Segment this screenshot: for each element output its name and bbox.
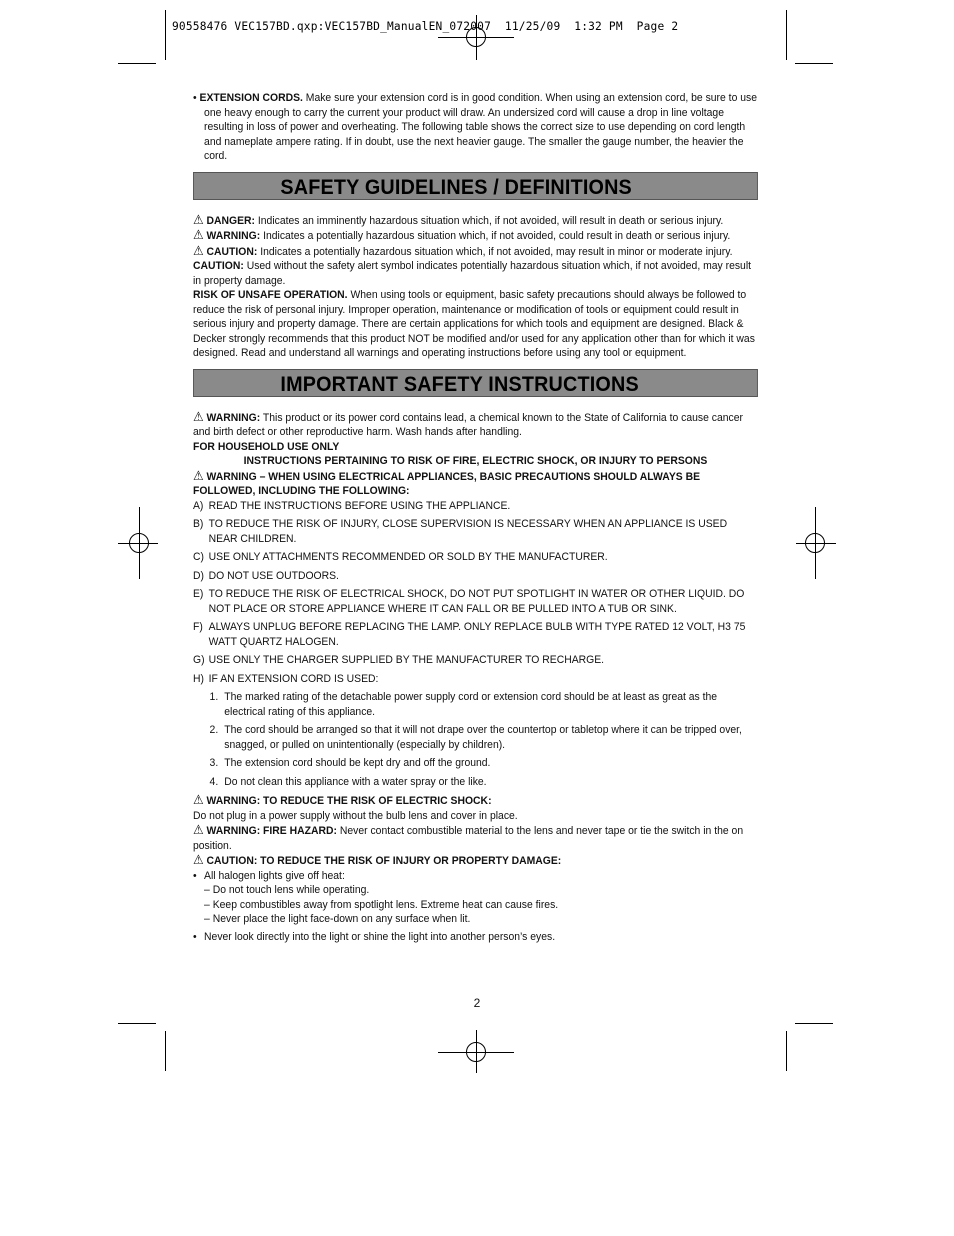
danger-label: DANGER:	[206, 214, 255, 227]
warning-label: WARNING:	[206, 230, 261, 242]
list-item: – Never place the light face-down on any surface when lit.	[204, 913, 471, 925]
section-title-safety-guidelines: SAFETY GUIDELINES / DEFINITIONS	[193, 172, 758, 200]
crop-mark	[118, 63, 156, 64]
list-item: E) TO REDUCE THE RISK OF ELECTRICAL SHOCK, DO NOT PUT SPOTLIGHT IN WATER OR OTHER LIQUID. DO NOT PLACE OR STORE APPLIANCE WHERE IT CAN FALL OR BE PULLED INTO A TUB OR SINK.	[193, 588, 745, 615]
instruction-list	[193, 499, 758, 687]
list-item: H) IF AN EXTENSION CORD IS USED:	[193, 672, 379, 685]
list-item: F) ALWAYS UNPLUG BEFORE REPLACING THE LAMP. ONLY REPLACE BULB WITH TYPE RATED 12 VOLT, H3 75 WATT QUARTZ HALOGEN.	[193, 621, 746, 648]
lead-warning-text: This product or its power cord contains lead, a chemical known to the State of California to cause cancer and birth defect or other reproductive harm. Wash hands after handling.	[193, 411, 743, 438]
print-slug: 90558476 VEC157BD.qxp:VEC157BD_ManualEN_072007 11/25/09 1:32 PM Page 2	[172, 20, 679, 33]
property-caution: ⚠ CAUTION: TO REDUCE THE RISK OF INJURY OR PROPERTY DAMAGE:	[193, 852, 562, 867]
registration-circle	[805, 533, 825, 553]
extension-cords-paragraph: • EXTENSION CORDS. Make sure your extension cord is in good condition. When using an extension cord, be sure to use one heavy enough to carry the current your product will draw. An undersized cord will cause a drop in line voltage resulting in loss of power and overheating. The following table shows the correct size to use depending on cord length and nameplate ampere rating. If in doubt, use the next heavier gauge. The smaller the gauge number, the heavier the cord.	[193, 92, 758, 162]
warning-triangle-icon: ⚠	[193, 792, 204, 807]
instructions-heading: INSTRUCTIONS PERTAINING TO RISK OF FIRE, ELECTRIC SHOCK, OR INJURY TO PERSONS	[243, 455, 708, 467]
extension-cords-label: EXTENSION CORDS.	[199, 92, 303, 104]
shock-text: Do not plug in a power supply without the bulb lens and cover in place.	[193, 809, 518, 822]
risk-unsafe-operation	[193, 288, 758, 361]
caution-label: CAUTION:	[206, 245, 258, 258]
caution-definition	[193, 244, 758, 260]
danger-text: Indicates an imminently hazardous situation which, if not avoided, will result in death or serious injury.	[257, 214, 724, 227]
list-item: • All halogen lights give off heat:	[193, 869, 345, 882]
risk-label: RISK OF UNSAFE OPERATION.	[193, 289, 348, 301]
fire-hazard-warning: ⚠ WARNING: FIRE HAZARD: Never contact combustible material to the lens and never tape or tie the switch in the on position.	[193, 822, 744, 852]
warning-definition	[193, 228, 758, 244]
warning-triangle-icon: ⚠	[193, 467, 204, 483]
list-item: D) DO NOT USE OUTDOORS.	[193, 569, 339, 582]
crop-mark	[165, 10, 166, 60]
crop-mark	[795, 1023, 833, 1024]
registration-circle	[466, 1042, 486, 1062]
crop-mark	[786, 10, 787, 60]
shock-warning: ⚠ WARNING: TO REDUCE THE RISK OF ELECTRIC SHOCK:	[193, 792, 492, 807]
precaution-warning	[193, 469, 758, 499]
warning-triangle-icon: ⚠	[193, 242, 204, 258]
caution-text: Used without the safety alert symbol indicates potentially hazardous situation which, if not avoided, may result in property damage.	[193, 260, 752, 287]
list-item: C) USE ONLY ATTACHMENTS RECOMMENDED OR SOLD BY THE MANUFACTURER.	[193, 551, 608, 563]
warning-triangle-icon: ⚠	[193, 408, 204, 424]
warning-triangle-icon: ⚠	[193, 227, 204, 242]
lead-warning	[193, 410, 758, 440]
crop-mark	[786, 1031, 787, 1071]
list-item: 1. The marked rating of the detachable power supply cord or extension cord should be at least as great as the electrical rating of this appliance.	[209, 691, 718, 718]
list-item: • Never look directly into the light or shine the light into another person’s eyes.	[193, 930, 556, 943]
lead-warning-label: WARNING:	[206, 411, 261, 424]
household-notice: FOR HOUSEHOLD USE ONLY	[193, 440, 340, 453]
registration-circle	[129, 533, 149, 553]
warning-text: Indicates a potentially hazardous situation which, if not avoided, could result in death or serious injury.	[263, 230, 731, 242]
warning-triangle-icon: ⚠	[193, 822, 204, 837]
warning-triangle-icon: ⚠	[193, 852, 204, 867]
caution-no-symbol-definition	[193, 259, 758, 288]
danger-definition	[193, 213, 758, 229]
caution-label: CAUTION:	[193, 260, 244, 272]
list-item: 2. The cord should be arranged so that it will not drape over the countertop or tabletop where it can be tripped over, snagged, or pulled on unintentionally (especially by children).	[209, 724, 742, 751]
extension-cord-sublist	[210, 690, 758, 789]
list-item: 4. Do not clean this appliance with a water spray or the like.	[209, 775, 487, 788]
section-title-important-safety: IMPORTANT SAFETY INSTRUCTIONS	[193, 369, 758, 397]
page-number: 2	[473, 996, 481, 1010]
manual-page-content	[193, 91, 758, 947]
list-item: B) TO REDUCE THE RISK OF INJURY, CLOSE SUPERVISION IS NECESSARY WHEN AN APPLIANCE IS USED NEAR CHILDREN.	[193, 518, 728, 545]
extension-cords-text: Make sure your extension cord is in good condition. When using an extension cord, be sure to use one heavy enough to carry the current your product will draw. An undersized cord will cause a drop in line voltage resulting in loss of power and overheating. The following table shows the correct size to use depending on cord length and nameplate ampere rating. If in doubt, use the next heavier gauge. The smaller the gauge number, the heavier the cord.	[204, 92, 758, 162]
list-item: – Do not touch lens while operating.	[204, 884, 370, 896]
list-item: 3. The extension cord should be kept dry and off the ground.	[209, 757, 491, 769]
precaution-warning-text: WARNING – WHEN USING ELECTRICAL APPLIANCES, BASIC PRECAUTIONS SHOULD ALWAYS BE FOLLOWED, INCLUDING THE FOLLOWING:	[193, 470, 701, 497]
warning-triangle-icon: ⚠	[193, 211, 204, 227]
list-item: G) USE ONLY THE CHARGER SUPPLIED BY THE MANUFACTURER TO RECHARGE.	[193, 654, 605, 666]
caution-text: Indicates a potentially hazardous situation which, if not avoided, may result in minor or moderate injury.	[260, 245, 733, 258]
crop-mark	[795, 63, 833, 64]
crop-mark	[165, 1031, 166, 1071]
risk-text: When using tools or equipment, basic safety precautions should always be followed to reduce the risk of personal injury. Improper operation, maintenance or modification of tools or equipment could result in serious injury and property damage. There are certain applications for which tools and equipment are designed. Black & Decker strongly recommends that this product NOT be modified and/or used for any application other than for which it was designed. Read and understand all warnings and operating instructions before using any tool or equipment.	[193, 289, 755, 359]
list-item: – Keep combustibles away from spotlight lens. Extreme heat can cause fires.	[204, 898, 559, 911]
list-item: A) READ THE INSTRUCTIONS BEFORE USING THE APPLIANCE.	[193, 499, 511, 512]
crop-mark	[118, 1023, 156, 1024]
